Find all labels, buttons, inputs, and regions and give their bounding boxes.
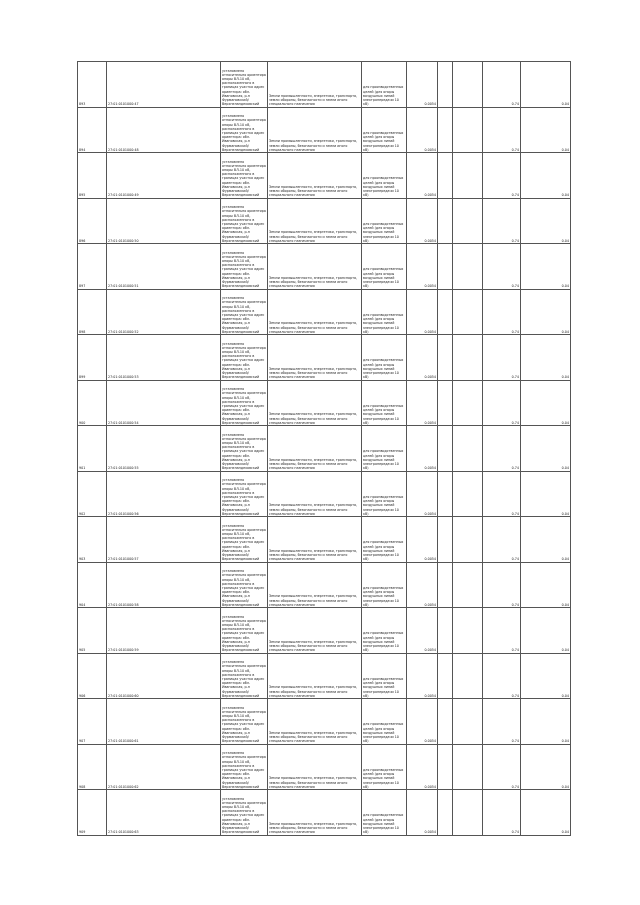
row-number-cell: 905 bbox=[78, 608, 107, 654]
row-number-cell: 901 bbox=[78, 426, 107, 472]
location-description-cell bbox=[221, 699, 268, 745]
empty-cell bbox=[453, 198, 483, 244]
empty-cell bbox=[453, 562, 483, 608]
cadastral-number-cell: 27:01:0101000:53 bbox=[107, 335, 221, 381]
row-number-cell: 909 bbox=[78, 790, 107, 836]
rate-cell: 0.74 bbox=[483, 744, 521, 790]
location-description-cell bbox=[221, 107, 268, 153]
empty-cell bbox=[438, 608, 453, 654]
table-row bbox=[78, 244, 571, 290]
land-category-cell: Земли промышленности, энергетики, транспорта, земли обороны, безопасности и земли иного специального назначения bbox=[268, 153, 362, 199]
location-text: установлено относительно ориентира опоры ВЛ-10 кВ, расположенного в границах участка адрес ориентира: обл. Ивановская, р-н Фурмановский/Верхнеландеховский bbox=[222, 478, 266, 516]
cadastral-number-cell: 27:01:0101000:58 bbox=[107, 562, 221, 608]
permitted-use-cell: для производственных целей (для опоры воздушных линий электропередачи 10 кВ) bbox=[362, 198, 407, 244]
empty-cell bbox=[453, 153, 483, 199]
row-number-cell: 900 bbox=[78, 380, 107, 426]
land-category-cell: Земли промышленности, энергетики, транспорта, земли обороны, безопасности и земли иного специального назначения bbox=[268, 380, 362, 426]
location-text: установлено относительно ориентира опоры ВЛ-10 кВ, расположенного в границах участка адрес ориентира: обл. Ивановская, р-н Фурмановский/Верхнеландеховский bbox=[222, 751, 266, 789]
rate-cell: 0.74 bbox=[483, 244, 521, 290]
amount-cell: 0.04 bbox=[521, 744, 571, 790]
location-description-cell bbox=[221, 289, 268, 335]
location-text: установлено относительно ориентира опоры ВЛ-10 кВ, расположенного в границах участка адрес ориентира: обл. Ивановская, р-н Фурмановский/Верхнеландеховский bbox=[222, 523, 266, 562]
table-row bbox=[78, 62, 571, 108]
empty-cell bbox=[438, 562, 453, 608]
empty-cell bbox=[438, 517, 453, 563]
empty-cell bbox=[438, 107, 453, 153]
land-plots-table bbox=[77, 61, 571, 836]
rate-cell: 0.74 bbox=[483, 107, 521, 153]
rate-cell: 0.74 bbox=[483, 517, 521, 563]
location-description-cell bbox=[221, 62, 268, 108]
cadastral-number-cell: 27:01:0101000:60 bbox=[107, 653, 221, 699]
cadastral-number-cell: 27:01:0101000:63 bbox=[107, 790, 221, 836]
table-row bbox=[78, 653, 571, 699]
amount-cell: 0.04 bbox=[521, 471, 571, 517]
empty-cell bbox=[438, 699, 453, 745]
cadastral-number-cell: 27:01:0101000:50 bbox=[107, 198, 221, 244]
empty-cell bbox=[438, 62, 453, 108]
location-text: установлено относительно ориентира опоры ВЛ-10 кВ, расположенного в границах участка адрес ориентира: обл. Ивановская, р-н Фурмановский/Верхнеландеховский bbox=[222, 569, 266, 607]
permitted-use-cell: для производственных целей (для опоры воздушных линий электропередачи 10 кВ) bbox=[362, 289, 407, 335]
empty-cell bbox=[438, 653, 453, 699]
empty-cell bbox=[453, 426, 483, 472]
land-category-cell: Земли промышленности, энергетики, транспорта, земли обороны, безопасности и земли иного специального назначения bbox=[268, 744, 362, 790]
empty-cell bbox=[453, 699, 483, 745]
cadastral-number-cell: 27:01:0101000:49 bbox=[107, 153, 221, 199]
empty-cell bbox=[438, 380, 453, 426]
location-text: установлено относительно ориентира опоры ВЛ-10 кВ, расположенного в границах участка адрес ориентира: обл. Ивановская, р-н Фурмановский/Верхнеландеховский bbox=[222, 250, 266, 289]
location-description-cell bbox=[221, 517, 268, 563]
empty-cell bbox=[453, 471, 483, 517]
permitted-use-cell: для производственных целей (для опоры воздушных линий электропередачи 10 кВ) bbox=[362, 517, 407, 563]
amount-cell: 0.04 bbox=[521, 699, 571, 745]
rate-cell: 0.74 bbox=[483, 380, 521, 426]
location-description-cell bbox=[221, 790, 268, 836]
land-category-cell: Земли промышленности, энергетики, транспорта, земли обороны, безопасности и земли иного специального назначения bbox=[268, 790, 362, 836]
location-description-cell bbox=[221, 653, 268, 699]
empty-cell bbox=[453, 517, 483, 563]
amount-cell: 0.04 bbox=[521, 335, 571, 381]
cadastral-number-cell: 27:01:0101000:54 bbox=[107, 380, 221, 426]
permitted-use-cell: для производственных целей (для опоры воздушных линий электропередачи 10 кВ) bbox=[362, 62, 407, 108]
empty-cell bbox=[453, 335, 483, 381]
location-text: установлено относительно ориентира опоры ВЛ-10 кВ, расположенного в границах участка адрес ориентира: обл. Ивановская, р-н Фурмановский/Верхнеландеховский bbox=[222, 205, 266, 243]
empty-cell bbox=[453, 653, 483, 699]
empty-cell bbox=[453, 62, 483, 108]
area-cell: 0.0054 bbox=[407, 471, 438, 517]
cadastral-number-cell: 27:01:0101000:47 bbox=[107, 62, 221, 108]
land-category-cell: Земли промышленности, энергетики, транспорта, земли обороны, безопасности и земли иного специального назначения bbox=[268, 562, 362, 608]
location-description-cell bbox=[221, 562, 268, 608]
empty-cell bbox=[453, 380, 483, 426]
land-category-cell: Земли промышленности, энергетики, транспорта, земли обороны, безопасности и земли иного специального назначения bbox=[268, 699, 362, 745]
area-cell: 0.0054 bbox=[407, 289, 438, 335]
table-row bbox=[78, 744, 571, 790]
empty-cell bbox=[453, 107, 483, 153]
cadastral-number-cell: 27:01:0101000:56 bbox=[107, 471, 221, 517]
amount-cell: 0.04 bbox=[521, 608, 571, 654]
location-description-cell bbox=[221, 426, 268, 472]
table-row bbox=[78, 289, 571, 335]
rate-cell: 0.74 bbox=[483, 62, 521, 108]
row-number-cell: 895 bbox=[78, 153, 107, 199]
table-row bbox=[78, 107, 571, 153]
permitted-use-cell: для производственных целей (для опоры воздушных линий электропередачи 10 кВ) bbox=[362, 380, 407, 426]
rate-cell: 0.74 bbox=[483, 335, 521, 381]
permitted-use-cell: для производственных целей (для опоры воздушных линий электропередачи 10 кВ) bbox=[362, 153, 407, 199]
empty-cell bbox=[438, 744, 453, 790]
area-cell: 0.0054 bbox=[407, 562, 438, 608]
location-text: установлено относительно ориентира опоры ВЛ-10 кВ, расположенного в границах участка адрес ориентира: обл. Ивановская, р-н Фурмановский/Верхнеландеховский bbox=[222, 114, 266, 152]
rate-cell: 0.74 bbox=[483, 289, 521, 335]
amount-cell: 0.04 bbox=[521, 153, 571, 199]
row-number-cell: 896 bbox=[78, 198, 107, 244]
location-description-cell bbox=[221, 744, 268, 790]
amount-cell: 0.04 bbox=[521, 62, 571, 108]
area-cell: 0.0054 bbox=[407, 198, 438, 244]
location-description-cell bbox=[221, 471, 268, 517]
area-cell: 0.0054 bbox=[407, 107, 438, 153]
empty-cell bbox=[438, 244, 453, 290]
location-text: установлено относительно ориентира опоры ВЛ-10 кВ, расположенного в границах участка адрес ориентира: обл. Ивановская, р-н Фурмановский/Верхнеландеховский bbox=[222, 68, 266, 107]
table-row bbox=[78, 517, 571, 563]
land-category-cell: Земли промышленности, энергетики, транспорта, земли обороны, безопасности и земли иного специального назначения bbox=[268, 653, 362, 699]
table-body bbox=[78, 62, 571, 836]
table-row bbox=[78, 198, 571, 244]
land-category-cell: Земли промышленности, энергетики, транспорта, земли обороны, безопасности и земли иного специального назначения bbox=[268, 244, 362, 290]
permitted-use-cell: для производственных целей (для опоры воздушных линий электропередачи 10 кВ) bbox=[362, 608, 407, 654]
row-number-cell: 902 bbox=[78, 471, 107, 517]
table-row bbox=[78, 153, 571, 199]
rate-cell: 0.74 bbox=[483, 198, 521, 244]
empty-cell bbox=[438, 198, 453, 244]
location-description-cell bbox=[221, 198, 268, 244]
table-row bbox=[78, 562, 571, 608]
amount-cell: 0.04 bbox=[521, 517, 571, 563]
location-text: установлено относительно ориентира опоры ВЛ-10 кВ, расположенного в границах участка адрес ориентира: обл. Ивановская, р-н Фурмановский/Верхнеландеховский bbox=[222, 387, 266, 425]
row-number-cell: 894 bbox=[78, 107, 107, 153]
cadastral-number-cell: 27:01:0101000:62 bbox=[107, 744, 221, 790]
permitted-use-cell: для производственных целей (для опоры воздушных линий электропередачи 10 кВ) bbox=[362, 653, 407, 699]
area-cell: 0.0054 bbox=[407, 517, 438, 563]
table-row bbox=[78, 608, 571, 654]
land-category-cell: Земли промышленности, энергетики, транспорта, земли обороны, безопасности и земли иного специального назначения bbox=[268, 289, 362, 335]
row-number-cell: 893 bbox=[78, 62, 107, 108]
area-cell: 0.0054 bbox=[407, 744, 438, 790]
amount-cell: 0.04 bbox=[521, 198, 571, 244]
row-number-cell: 904 bbox=[78, 562, 107, 608]
permitted-use-cell: для производственных целей (для опоры воздушных линий электропередачи 10 кВ) bbox=[362, 244, 407, 290]
amount-cell: 0.04 bbox=[521, 244, 571, 290]
row-number-cell: 907 bbox=[78, 699, 107, 745]
area-cell: 0.0054 bbox=[407, 380, 438, 426]
location-text: установлено относительно ориентира опоры ВЛ-10 кВ, расположенного в границах участка адрес ориентира: обл. Ивановская, р-н Фурмановский/Верхнеландеховский bbox=[222, 159, 266, 198]
location-description-cell bbox=[221, 153, 268, 199]
rate-cell: 0.74 bbox=[483, 699, 521, 745]
amount-cell: 0.04 bbox=[521, 562, 571, 608]
land-category-cell: Земли промышленности, энергетики, транспорта, земли обороны, безопасности и земли иного специального назначения bbox=[268, 471, 362, 517]
location-description-cell bbox=[221, 244, 268, 290]
land-category-cell: Земли промышленности, энергетики, транспорта, земли обороны, безопасности и земли иного специального назначения bbox=[268, 517, 362, 563]
amount-cell: 0.04 bbox=[521, 790, 571, 836]
area-cell: 0.0054 bbox=[407, 426, 438, 472]
empty-cell bbox=[438, 335, 453, 381]
rate-cell: 0.74 bbox=[483, 153, 521, 199]
area-cell: 0.0054 bbox=[407, 62, 438, 108]
empty-cell bbox=[438, 790, 453, 836]
location-text: установлено относительно ориентира опоры ВЛ-10 кВ, расположенного в границах участка адрес ориентира: обл. Ивановская, р-н Фурмановский/Верхнеландеховский bbox=[222, 296, 266, 334]
row-number-cell: 899 bbox=[78, 335, 107, 381]
row-number-cell: 906 bbox=[78, 653, 107, 699]
amount-cell: 0.04 bbox=[521, 107, 571, 153]
table-row bbox=[78, 426, 571, 472]
row-number-cell: 908 bbox=[78, 744, 107, 790]
row-number-cell: 903 bbox=[78, 517, 107, 563]
location-description-cell bbox=[221, 380, 268, 426]
cadastral-number-cell: 27:01:0101000:61 bbox=[107, 699, 221, 745]
cadastral-number-cell: 27:01:0101000:59 bbox=[107, 608, 221, 654]
table-row bbox=[78, 380, 571, 426]
row-number-cell: 897 bbox=[78, 244, 107, 290]
table-row bbox=[78, 790, 571, 836]
cadastral-number-cell: 27:01:0101000:57 bbox=[107, 517, 221, 563]
empty-cell bbox=[453, 244, 483, 290]
rate-cell: 0.74 bbox=[483, 471, 521, 517]
amount-cell: 0.04 bbox=[521, 653, 571, 699]
area-cell: 0.0054 bbox=[407, 153, 438, 199]
empty-cell bbox=[438, 289, 453, 335]
land-category-cell: Земли промышленности, энергетики, транспорта, земли обороны, безопасности и земли иного специального назначения bbox=[268, 62, 362, 108]
permitted-use-cell: для производственных целей (для опоры воздушных линий электропередачи 10 кВ) bbox=[362, 471, 407, 517]
location-text: установлено относительно ориентира опоры ВЛ-10 кВ, расположенного в границах участка адрес ориентира: обл. Ивановская, р-н Фурмановский/Верхнеландеховский bbox=[222, 796, 266, 835]
area-cell: 0.0054 bbox=[407, 790, 438, 836]
empty-cell bbox=[453, 289, 483, 335]
land-category-cell: Земли промышленности, энергетики, транспорта, земли обороны, безопасности и земли иного специального назначения bbox=[268, 608, 362, 654]
area-cell: 0.0054 bbox=[407, 699, 438, 745]
location-text: установлено относительно ориентира опоры ВЛ-10 кВ, расположенного в границах участка адрес ориентира: обл. Ивановская, р-н Фурмановский/Верхнеландеховский bbox=[222, 432, 266, 471]
permitted-use-cell: для производственных целей (для опоры воздушных линий электропередачи 10 кВ) bbox=[362, 426, 407, 472]
area-cell: 0.0054 bbox=[407, 608, 438, 654]
area-cell: 0.0054 bbox=[407, 653, 438, 699]
permitted-use-cell: для производственных целей (для опоры воздушных линий электропередачи 10 кВ) bbox=[362, 335, 407, 381]
permitted-use-cell: для производственных целей (для опоры воздушных линий электропередачи 10 кВ) bbox=[362, 790, 407, 836]
cadastral-number-cell: 27:01:0101000:48 bbox=[107, 107, 221, 153]
rate-cell: 0.74 bbox=[483, 608, 521, 654]
empty-cell bbox=[453, 608, 483, 654]
empty-cell bbox=[438, 471, 453, 517]
land-category-cell: Земли промышленности, энергетики, транспорта, земли обороны, безопасности и земли иного специального назначения bbox=[268, 426, 362, 472]
location-text: установлено относительно ориентира опоры ВЛ-10 кВ, расположенного в границах участка адрес ориентира: обл. Ивановская, р-н Фурмановский/Верхнеландеховский bbox=[222, 705, 266, 744]
empty-cell bbox=[438, 153, 453, 199]
location-description-cell bbox=[221, 608, 268, 654]
area-cell: 0.0054 bbox=[407, 244, 438, 290]
rate-cell: 0.74 bbox=[483, 790, 521, 836]
location-text: установлено относительно ориентира опоры ВЛ-10 кВ, расположенного в границах участка адрес ориентира: обл. Ивановская, р-н Фурмановский/Верхнеландеховский bbox=[222, 614, 266, 653]
cadastral-number-cell: 27:01:0101000:52 bbox=[107, 289, 221, 335]
land-category-cell: Земли промышленности, энергетики, транспорта, земли обороны, безопасности и земли иного специального назначения bbox=[268, 107, 362, 153]
table-row bbox=[78, 335, 571, 381]
rate-cell: 0.74 bbox=[483, 562, 521, 608]
permitted-use-cell: для производственных целей (для опоры воздушных линий электропередачи 10 кВ) bbox=[362, 699, 407, 745]
cadastral-number-cell: 27:01:0101000:51 bbox=[107, 244, 221, 290]
location-text: установлено относительно ориентира опоры ВЛ-10 кВ, расположенного в границах участка адрес ориентира: обл. Ивановская, р-н Фурмановский/Верхнеландеховский bbox=[222, 660, 266, 698]
cadastral-number-cell: 27:01:0101000:55 bbox=[107, 426, 221, 472]
table-row bbox=[78, 471, 571, 517]
empty-cell bbox=[453, 744, 483, 790]
rate-cell: 0.74 bbox=[483, 653, 521, 699]
permitted-use-cell: для производственных целей (для опоры воздушных линий электропередачи 10 кВ) bbox=[362, 107, 407, 153]
empty-cell bbox=[438, 426, 453, 472]
land-category-cell: Земли промышленности, энергетики, транспорта, земли обороны, безопасности и земли иного специального назначения bbox=[268, 335, 362, 381]
permitted-use-cell: для производственных целей (для опоры воздушных линий электропередачи 10 кВ) bbox=[362, 744, 407, 790]
amount-cell: 0.04 bbox=[521, 426, 571, 472]
location-text: установлено относительно ориентира опоры ВЛ-10 кВ, расположенного в границах участка адрес ориентира: обл. Ивановская, р-н Фурмановский/Верхнеландеховский bbox=[222, 341, 266, 380]
permitted-use-cell: для производственных целей (для опоры воздушных линий электропередачи 10 кВ) bbox=[362, 562, 407, 608]
location-description-cell bbox=[221, 335, 268, 381]
area-cell: 0.0054 bbox=[407, 335, 438, 381]
amount-cell: 0.04 bbox=[521, 380, 571, 426]
land-category-cell: Земли промышленности, энергетики, транспорта, земли обороны, безопасности и земли иного специального назначения bbox=[268, 198, 362, 244]
amount-cell: 0.04 bbox=[521, 289, 571, 335]
empty-cell bbox=[453, 790, 483, 836]
table-row bbox=[78, 699, 571, 745]
row-number-cell: 898 bbox=[78, 289, 107, 335]
rate-cell: 0.74 bbox=[483, 426, 521, 472]
